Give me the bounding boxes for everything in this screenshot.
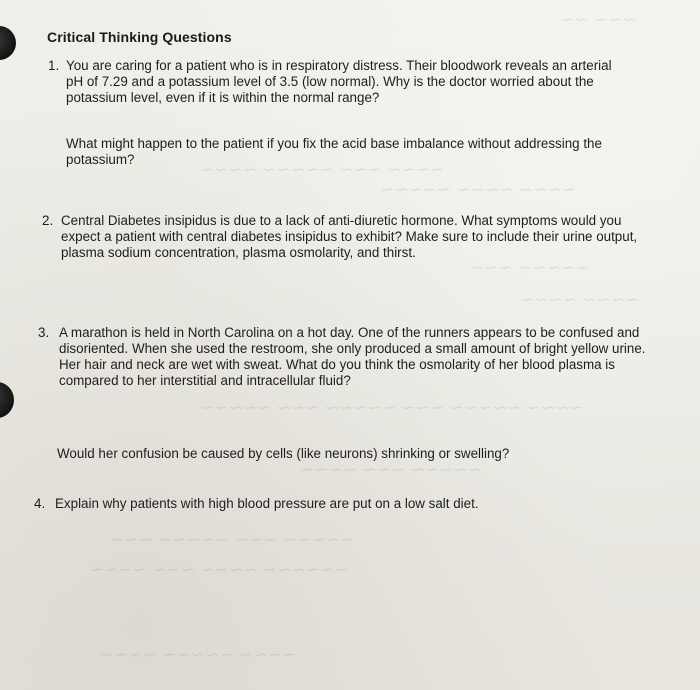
bleed-through-mark: ~~~~ ~~~~~ (450, 398, 584, 418)
question-text: Central Diabetes insipidus is due to a lack of anti-diuretic hormone. What symptoms would you expect a patient with central diabetes insipidus to exhibit? Make sure to include their urine output, plasma sodium concentration, plasma osmolarity, and thirst. (61, 213, 638, 260)
bleed-through-mark: ~~~ ~~~~~ ~~~ ~~~~~ (200, 398, 445, 418)
bleed-through-mark: ~~~~ ~~~ ~~~~~ ~~~~ (200, 160, 445, 180)
page-title: Critical Thinking Questions (47, 29, 232, 45)
question-3-followup: Would her confusion be caused by cells (like neurons) shrinking or swelling? (57, 446, 510, 461)
question-1-followup: What might happen to the patient if you fix the acid base imbalance without addressing the potassium? (66, 136, 602, 167)
binder-hole (0, 26, 16, 60)
bleed-through-mark: ~~~~ ~~~~ (520, 290, 640, 310)
question-number: 1. (48, 58, 60, 73)
bleed-through-mark: ~~~~~ ~~~ ~~~~ (300, 460, 482, 480)
question-text: You are caring for a patient who is in respiratory distress. Their bloodwork reveals an arterial pH of 7.29 and a potassium level of 3.5 (low normal). Why is the doctor worried about the potassium level, even if it is within the normal range? (66, 58, 612, 105)
question-2 (42, 213, 660, 261)
bleed-through-mark: ~~~~ ~~~~~ ~~~~ (100, 645, 296, 665)
question-1 (48, 58, 623, 106)
question-text: A marathon is held in North Carolina on a hot day. One of the runners appears to be confused and disoriented. When she used the restroom, she only produced a small amount of bright yellow urine. Her hair and neck are wet with sweat. What do you think the osmolarity of her blood plasma is compared to her interstitial and intracellular fluid? (59, 325, 646, 388)
question-3 (38, 325, 663, 389)
question-number: 3. (38, 325, 50, 340)
question-text: Explain why patients with high blood pressure are put on a low salt diet. (55, 496, 479, 511)
bleed-through-mark: ~~~~~ ~~~ ~~~~~ ~~~ (110, 530, 355, 550)
binder-hole (0, 382, 14, 418)
bleed-through-mark: ~~~~~ ~~~ (470, 258, 590, 278)
bleed-through-mark: ~~~~~~ ~~~~ ~~~ ~~~~ (90, 560, 349, 580)
bleed-through-mark: ~~~~ ~~~~ ~~~~~ (380, 180, 576, 200)
question-4 (34, 496, 654, 512)
question-number: 4. (34, 496, 46, 511)
bleed-through-mark: ~~~ ~~ (560, 10, 637, 30)
question-number: 2. (42, 213, 54, 228)
